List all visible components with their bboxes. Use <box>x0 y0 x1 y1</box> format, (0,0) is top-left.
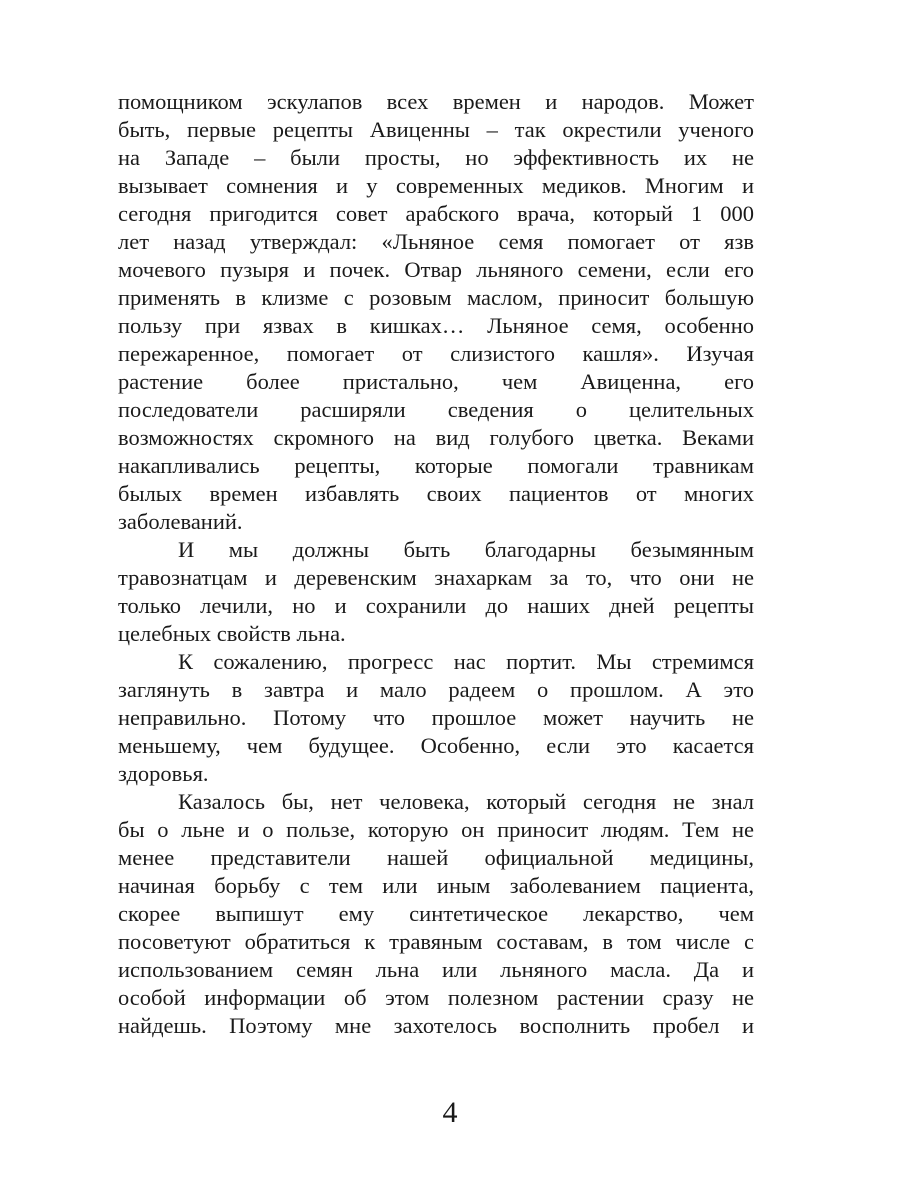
text-line: пережаренное, помогает от слизистого кашля». Изучая <box>118 341 754 366</box>
text-line: скорее выпишут ему синтетическое лекарство, чем <box>118 901 754 926</box>
text-line: на Западе – были просты, но эффективность их не <box>118 145 754 170</box>
text-line: возможностях скромного на вид голубого цветка. Веками <box>118 425 754 450</box>
body-text <box>118 88 754 1040</box>
text-line: целебных свойств льна. <box>118 621 346 646</box>
text-line: быть, первые рецепты Авиценны – так окрестили ученого <box>118 117 754 142</box>
text-line: меньшему, чем будущее. Особенно, если это касается <box>118 733 754 758</box>
text-line: только лечили, но и сохранили до наших дней рецепты <box>118 593 754 618</box>
text-line: последователи расширяли сведения о целительных <box>118 397 754 422</box>
text-line: применять в клизме с розовым маслом, приносит большую <box>118 285 754 310</box>
text-line: найдешь. Поэтому мне захотелось восполнить пробел и <box>118 1013 754 1038</box>
text-line: вызывает сомнения и у современных медиков. Многим и <box>118 173 754 198</box>
text-line: травознатцам и деревенским знахаркам за то, что они не <box>118 565 754 590</box>
text-line: неправильно. Потому что прошлое может научить не <box>118 705 754 730</box>
text-line: здоровья. <box>118 761 209 786</box>
text-line: менее представители нашей официальной медицины, <box>118 845 754 870</box>
paragraph-3 <box>118 648 754 788</box>
text-line: заболеваний. <box>118 509 243 534</box>
text-line: мочевого пузыря и почек. Отвар льняного семени, если его <box>118 257 754 282</box>
text-line: пользу при язвах в кишках… Льняное семя, особенно <box>118 313 754 338</box>
text-line: посоветуют обратиться к травяным составам, в том числе с <box>118 929 754 954</box>
paragraph-1 <box>118 88 754 536</box>
text-line: И мы должны быть благодарны безымянным <box>178 537 754 562</box>
text-line: Казалось бы, нет человека, который сегодня не знал <box>178 789 754 814</box>
text-line: К сожалению, прогресс нас портит. Мы стремимся <box>178 649 754 674</box>
text-line: заглянуть в завтра и мало радеем о прошлом. А это <box>118 677 754 702</box>
text-line: помощником эскулапов всех времен и народов. Может <box>118 89 754 114</box>
text-line: сегодня пригодится совет арабского врача, который 1 000 <box>118 201 754 226</box>
text-line: накапливались рецепты, которые помогали травникам <box>118 453 754 478</box>
text-line: особой информации об этом полезном растении сразу не <box>118 985 754 1010</box>
page-number: 4 <box>442 1096 458 1129</box>
text-line: растение более пристально, чем Авиценна, его <box>118 369 754 394</box>
text-line: начиная борьбу с тем или иным заболеванием пациента, <box>118 873 754 898</box>
text-line: лет назад утверждал: «Льняное семя помогает от язв <box>118 229 754 254</box>
paragraph-4 <box>118 788 754 1040</box>
paragraph-2 <box>118 536 754 648</box>
text-line: былых времен избавлять своих пациентов от многих <box>118 481 754 506</box>
text-line: использованием семян льна или льняного масла. Да и <box>118 957 754 982</box>
text-line: бы о льне и о пользе, которую он приносит людям. Тем не <box>118 817 754 842</box>
